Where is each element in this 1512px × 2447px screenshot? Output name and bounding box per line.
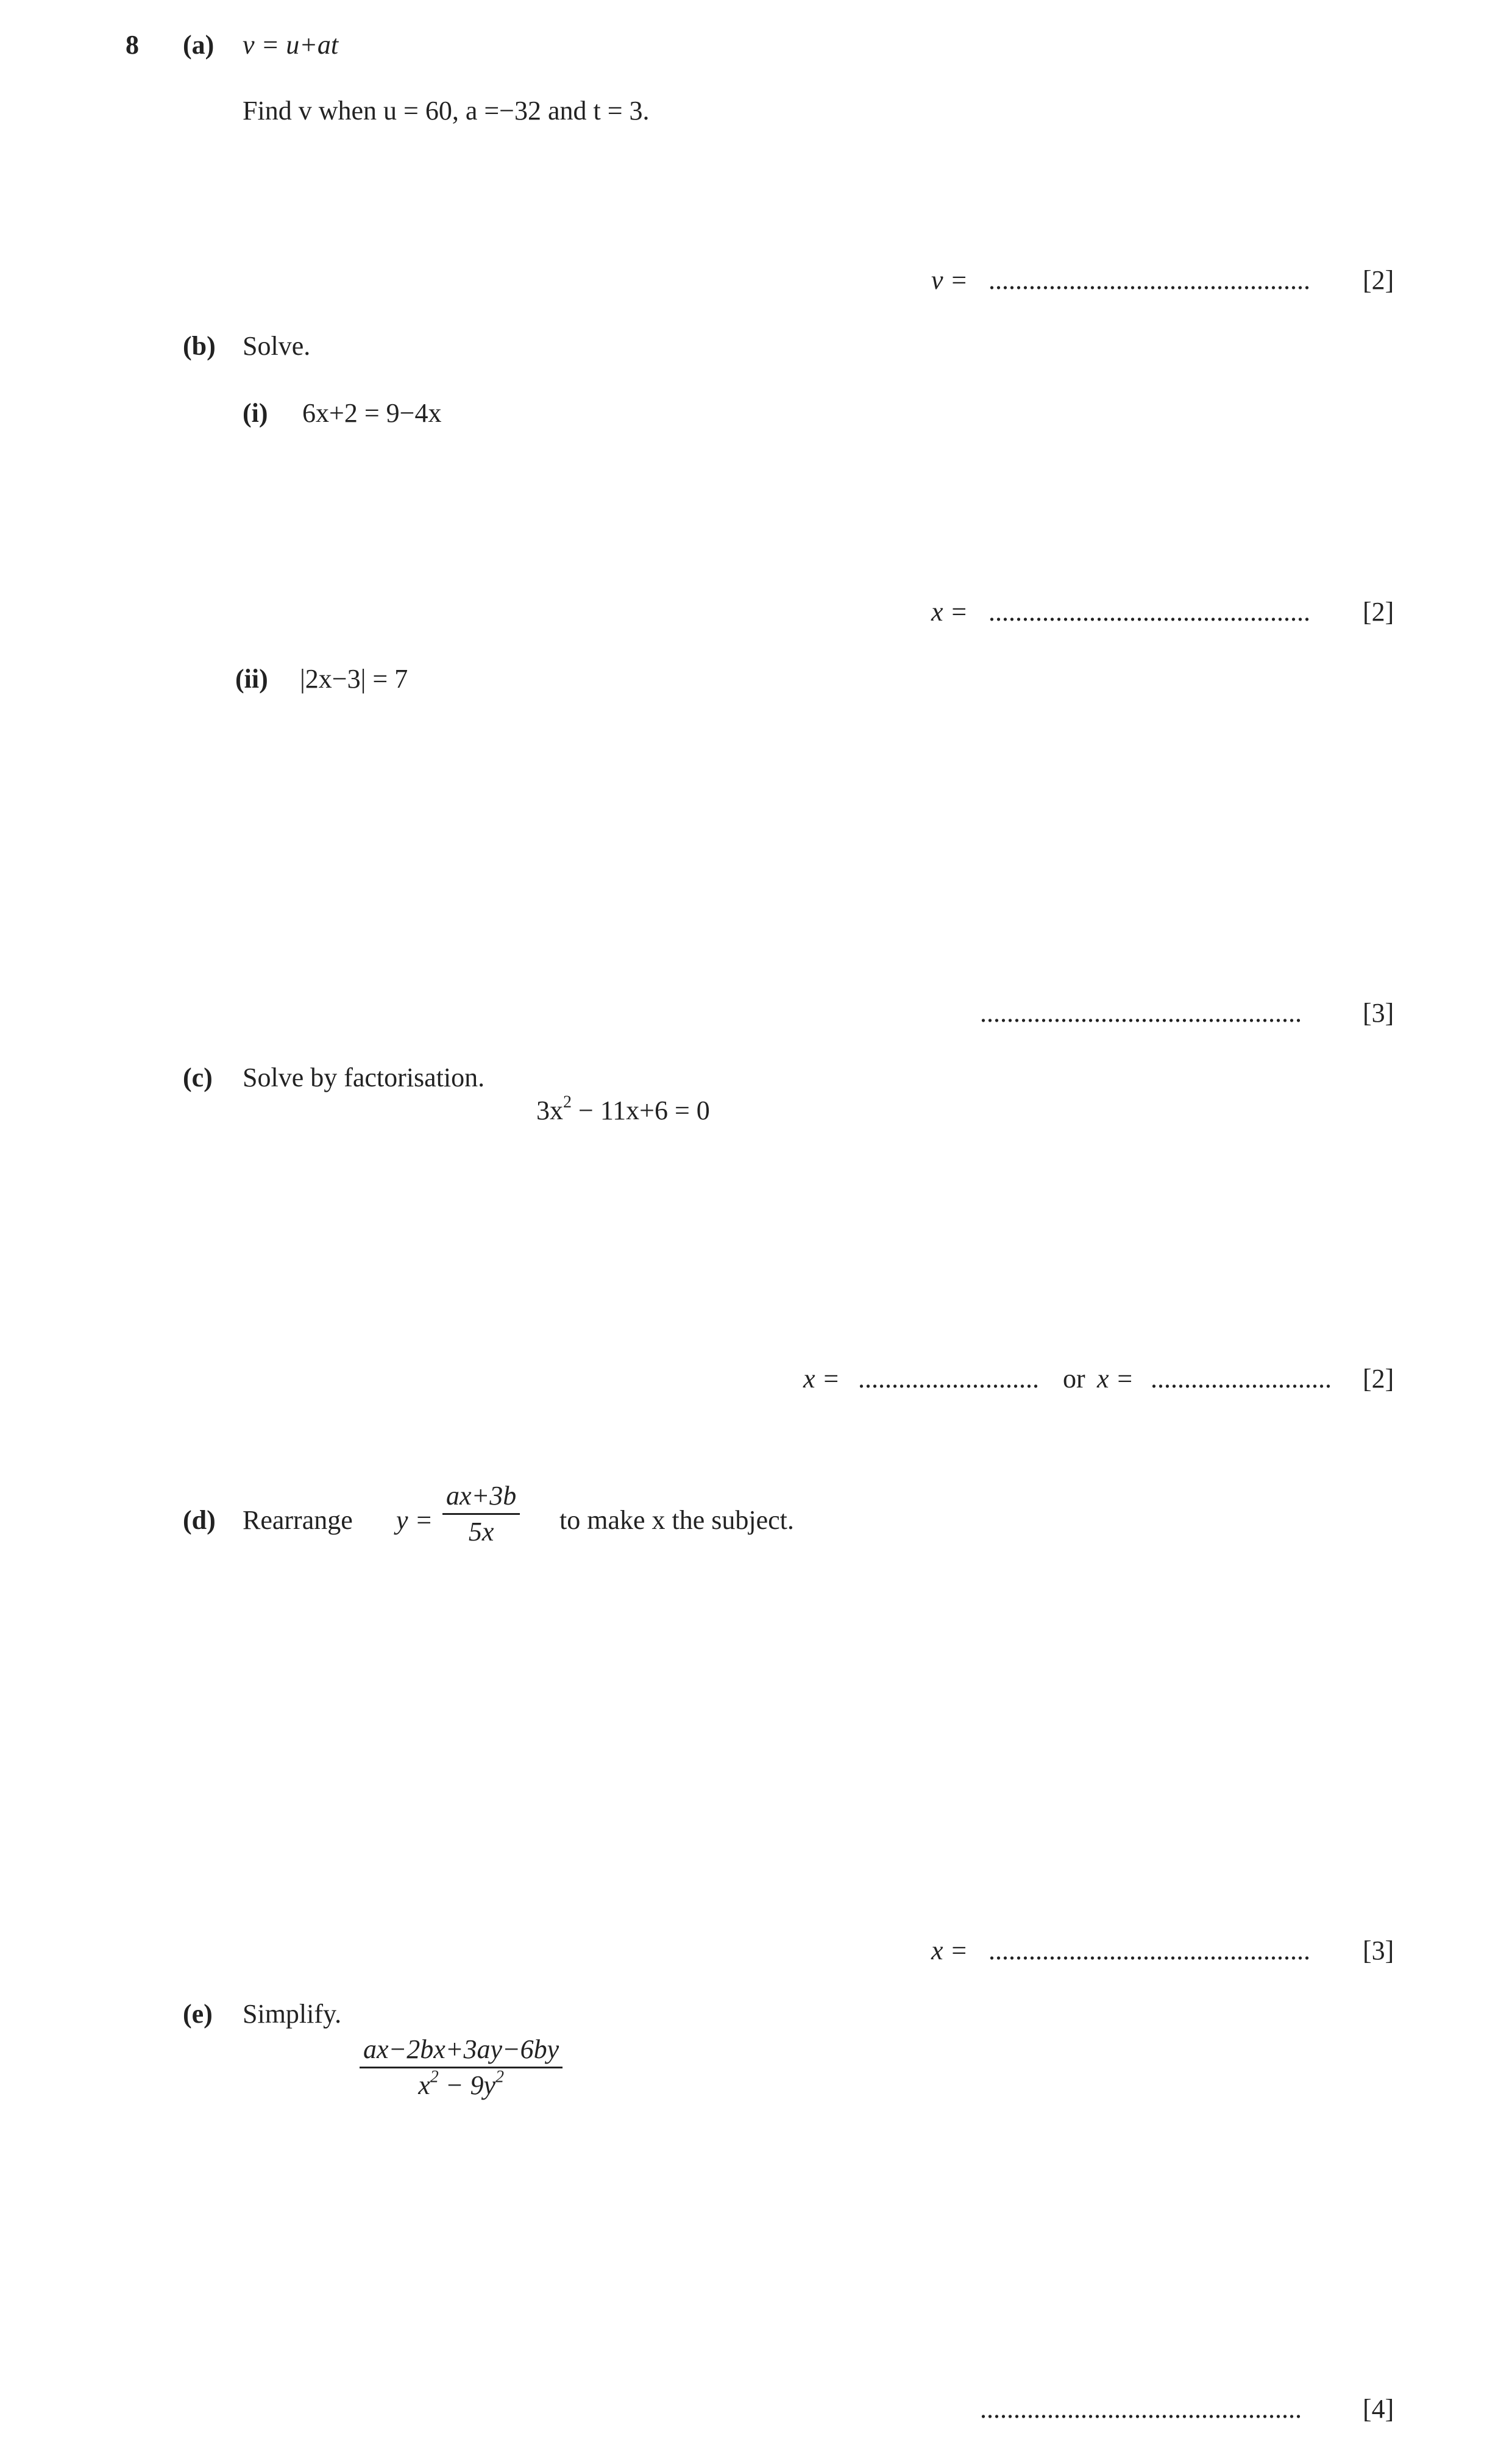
part-e-marks: [4] bbox=[1363, 2394, 1394, 2424]
part-a-instruction: Find v when u = 60, a =−32 and t = 3. bbox=[243, 96, 650, 126]
part-c-answer-prefix-1: x = bbox=[803, 1364, 840, 1394]
part-b-i-label: (i) bbox=[243, 398, 268, 428]
part-e-numerator: ax−2bx+3ay−6by bbox=[360, 2036, 563, 2068]
part-c-answer-line-2[interactable]: ........................... bbox=[1151, 1364, 1332, 1394]
part-c-answer-line-1[interactable]: ........................... bbox=[858, 1364, 1039, 1394]
part-b-i-answer-line[interactable]: ................................................ bbox=[988, 597, 1310, 627]
part-b-i-equation: 6x+2 = 9−4x bbox=[302, 398, 442, 428]
part-a-marks: [2] bbox=[1363, 265, 1394, 295]
part-c-or: or bbox=[1063, 1364, 1085, 1394]
part-b-ii-label: (ii) bbox=[235, 664, 268, 694]
part-e-answer-line[interactable]: ................................................ bbox=[980, 2394, 1302, 2424]
part-b-instruction: Solve. bbox=[243, 331, 311, 361]
part-c-marks: [2] bbox=[1363, 1364, 1394, 1394]
part-b-ii-answer-line[interactable]: ................................................ bbox=[980, 998, 1302, 1028]
part-a-formula: v = u+at bbox=[243, 30, 339, 60]
part-e-label: (e) bbox=[183, 1999, 213, 2029]
part-d-denominator: 5x bbox=[468, 1517, 494, 1547]
part-d-label: (d) bbox=[183, 1505, 216, 1535]
part-d-fraction bbox=[442, 1483, 520, 1545]
part-a-answer-line[interactable]: ................................................ bbox=[988, 265, 1310, 295]
part-b-ii-equation: |2x−3| = 7 bbox=[300, 664, 408, 694]
part-d-answer-line[interactable]: ................................................ bbox=[988, 1936, 1310, 1965]
part-a-answer-prefix: v = bbox=[931, 265, 968, 295]
part-c-instruction: Solve by factorisation. bbox=[243, 1063, 485, 1092]
part-d-lhs: y = bbox=[396, 1505, 433, 1535]
part-b-ii-marks: [3] bbox=[1363, 998, 1394, 1028]
question-number: 8 bbox=[126, 30, 139, 60]
part-c-equation: $3x^2 - 11x+6 = 0$ bbox=[536, 1092, 710, 1125]
part-a-label: (a) bbox=[183, 30, 215, 60]
part-d-marks: [3] bbox=[1363, 1936, 1394, 1965]
part-c-answer-prefix-2: x = bbox=[1097, 1364, 1134, 1394]
part-e-denominator: $x^2 - 9y^2$ bbox=[418, 2067, 504, 2100]
part-d-word: Rearrange bbox=[243, 1505, 353, 1535]
part-b-i-marks: [2] bbox=[1363, 597, 1394, 627]
part-e-instruction: Simplify. bbox=[243, 1999, 342, 2029]
part-b-label: (b) bbox=[183, 331, 216, 361]
part-e-fraction bbox=[360, 2036, 563, 2099]
part-d-tail: to make x the subject. bbox=[559, 1505, 794, 1535]
part-d-numerator: ax+3b bbox=[442, 1483, 520, 1515]
part-d-answer-prefix: x = bbox=[931, 1936, 968, 1965]
part-b-i-answer-prefix: x = bbox=[931, 597, 968, 627]
part-c-label: (c) bbox=[183, 1063, 213, 1092]
